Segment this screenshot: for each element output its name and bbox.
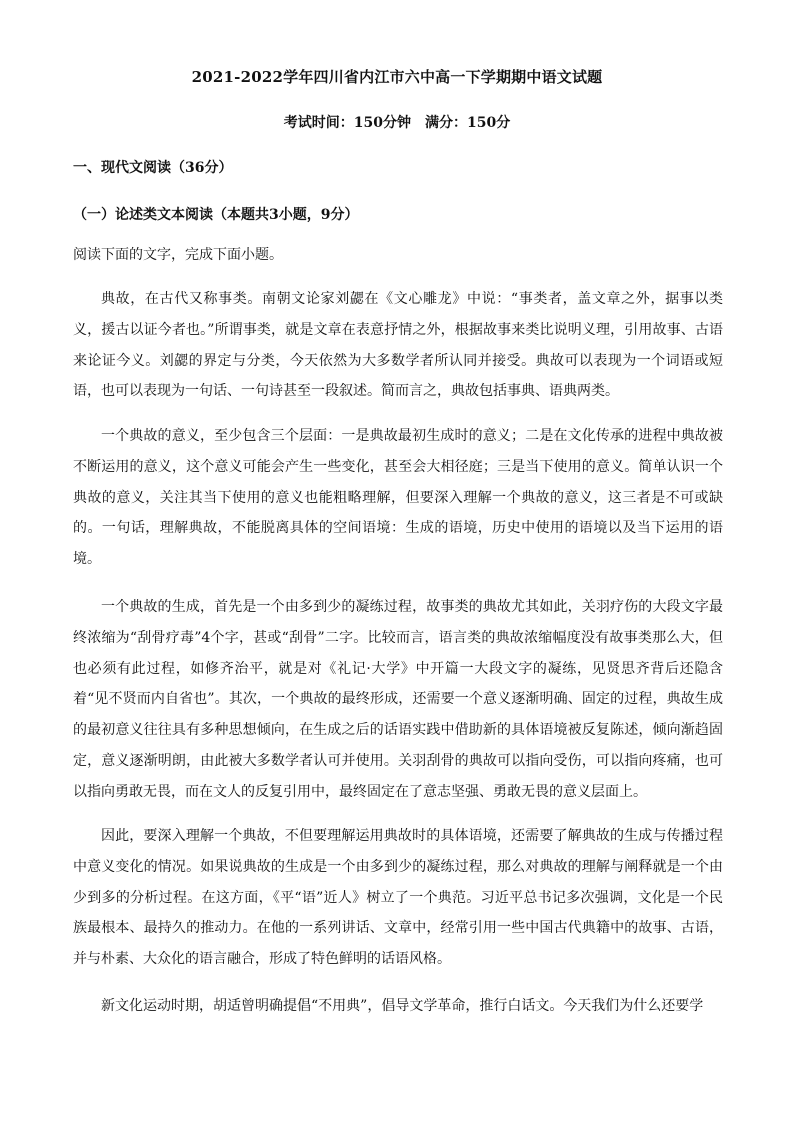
passage-paragraph-4: 因此，要深入理解一个典故，不但要理解运用典故时的具体语境，还需要了解典故的生成与传播过程中意义变化的情况。如果说典故的生成是一个由多到少的凝练过程，那么对典故的理解与阐释就是一个由少到多的分析过程。在这方面，《平“语”近人》树立了一个典范。习近平总书记多次强调，文化是一个民族最根本、最持久的推动力。在他的一系列讲话、文章中，经常引用一些中国古代典籍中的故事、古语，并与朴素、大众化的语言融合，形成了特色鲜明的话语风格。 bbox=[73, 828, 723, 968]
passage-paragraph-1: 典故，在古代又称事类。南朝文论家刘勰在《文心雕龙》中说：“事类者，盖文章之外，据事以类义，援古以证今者也。”所谓事类，就是文章在表意抒情之外，根据故事来类比说明义理，引用故事、古语来论证今义。刘勰的界定与分类，今天依然为大多数学者所认同并接受。典故可以表现为一个词语或短语，也可以表现为一句话、一句诗甚至一段叙述。简而言之，典故包括事典、语典两类。 bbox=[73, 291, 723, 400]
reading-instruction: 阅读下面的文字，完成下面小题。 bbox=[73, 247, 283, 263]
passage-paragraph-2: 一个典故的意义，至少包含三个层面：一是典故最初生成时的意义；二是在文化传承的进程中典故被不断运用的意义，这个意义可能会产生一些变化，甚至会大相径庭；三是当下使用的意义。简单认识一个典故的意义，关注其当下使用的意义也能粗略理解，但要深入理解一个典故的意义，这三者是不可或缺的。一句话，理解典故，不能脱离具体的空间语境：生成的语境，历史中使用的语境以及当下运用的语境。 bbox=[73, 428, 723, 568]
section-heading: 一、现代文阅读（36分） bbox=[73, 160, 233, 176]
passage-paragraph-5: 新文化运动时期，胡适曾明确提倡“不用典”，倡导文学革命，推行白话文。今天我们为什么还要学 bbox=[101, 998, 704, 1014]
passage-paragraph-3: 一个典故的生成，首先是一个由多到少的凝练过程，故事类的典故尤其如此，关羽疗伤的大段文字最终浓缩为“刮骨疗毒”4个字，甚或“刮骨”二字。比较而言，语言类的典故浓缩幅度没有故事类那么大，但也必须有此过程，如修齐治平，就是对《礼记·大学》中开篇一大段文字的凝练，见贤思齐背后还隐含着“见不贤而内自省也”。其次，一个典故的最终形成，还需要一个意义逐渐明确、固定的过程，典故生成的最初意义往往具有多种思想倾向，在生成之后的话语实践中借助新的具体语境被反复陈述，倾向渐趋固定，意义逐渐明朗，由此被大多数学者认可并使用。关羽刮骨的典故可以指向受伤，可以指向疼痛，也可以指向勇敢无畏，而在文人的反复引用中，最终固定在了意志坚强、勇敢无畏的意义层面上。 bbox=[73, 599, 723, 800]
exam-info: 考试时间：150分钟 满分：150分 bbox=[283, 115, 511, 131]
subsection-heading: （一）论述类文本阅读（本题共3小题，9分） bbox=[73, 207, 359, 223]
document-title: 2021-2022学年四川省内江市六中高一下学期期中语文试题 bbox=[191, 68, 603, 86]
